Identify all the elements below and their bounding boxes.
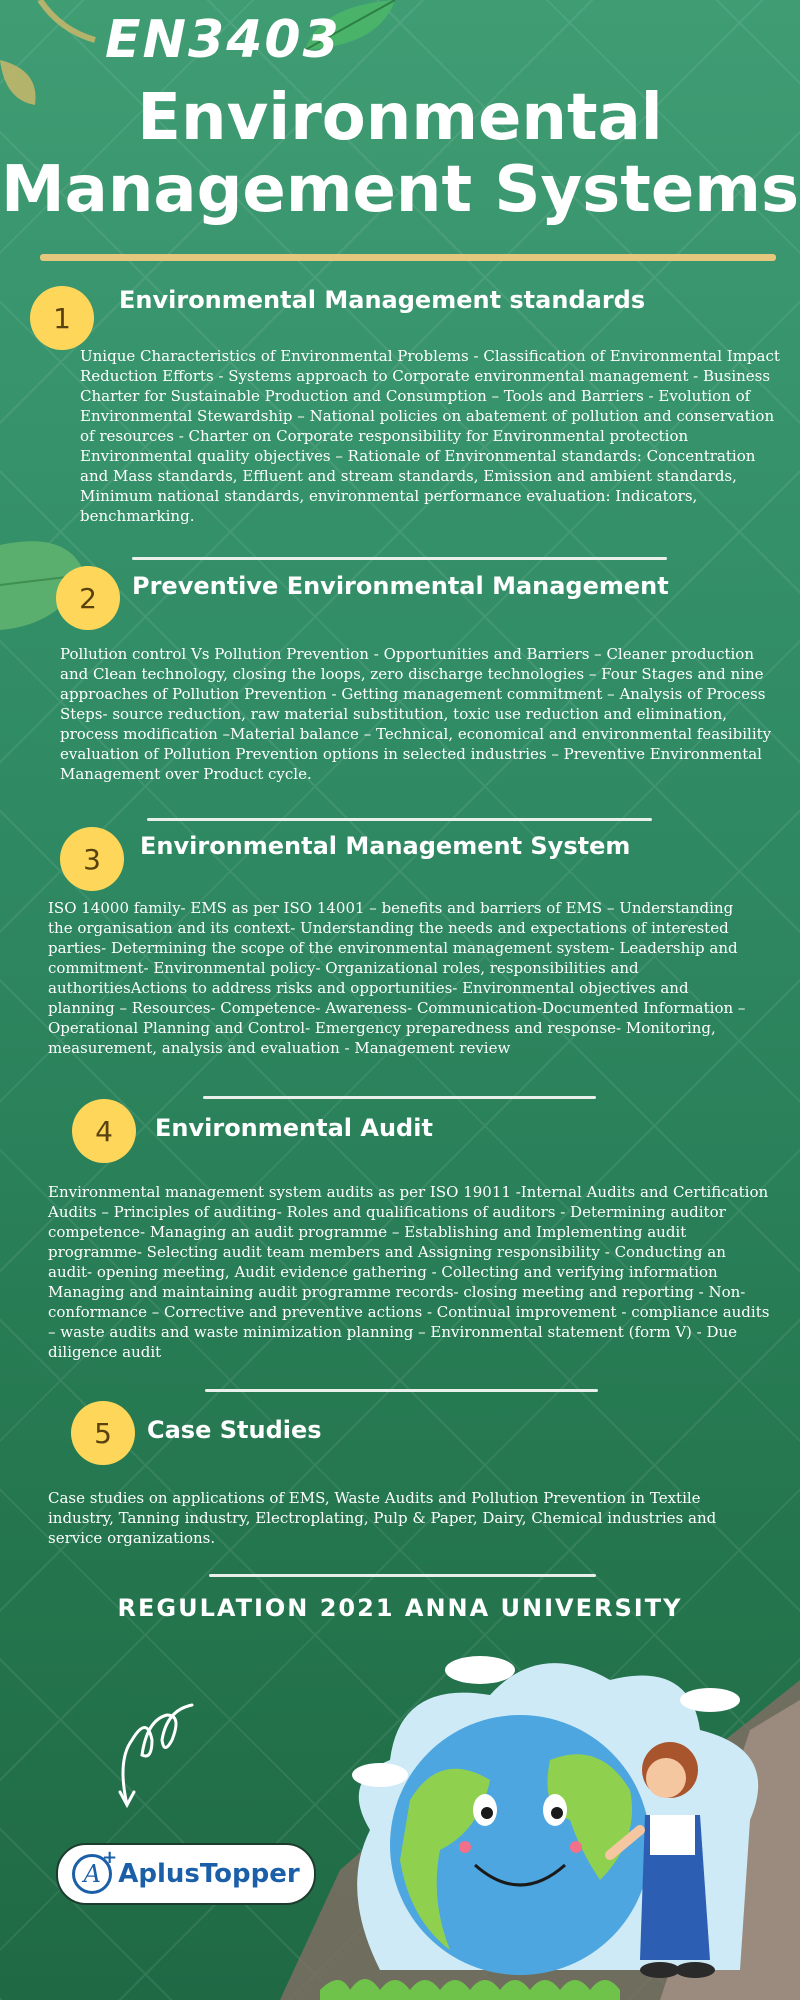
page-title [0,82,800,226]
section-divider [203,1096,596,1099]
arrow-doodle-icon [112,1700,202,1810]
section-number-badge: 2 [56,566,120,630]
regulation-caption: REGULATION 2021 ANNA UNIVERSITY [117,1594,683,1622]
section-body: Environmental management system audits as per ISO 19011 -Internal Audits and Certification Audits – Principles of auditing- Roles and qualifications of auditors - Determining auditor competence- Managing an audit programme – Establishing and Implementing audit programme- Selecting audit team members and Assigning responsibility - Conducting an audit- opening meeting, Audit evidence gathering - Collecting and verifying information Managing and maintaining audit programme records- closing meeting and reporting - Non-conformance – Corrective and preventive actions - Continual improvement - compliance audits – waste audits and waste minimization planning – Environmental statement (form V) - Due diligence audit [48,1183,770,1361]
section-heading: Case Studies [147,1416,322,1444]
aplustopper-logo[interactable] [56,1843,316,1905]
section-number-badge: 3 [60,827,124,891]
section-body: ISO 14000 family- EMS as per ISO 14001 – benefits and barriers of EMS – Understanding the organisation and its context- Understanding the needs and expectations of interested parties- Determining the scope of the environmental management system- Leadership and commitment- Environmental policy- Organizational roles, responsibilities and authoritiesActions to address risks and opportunities- Environmental objectives and planning – Resources- Competence- Awareness- Communication-Documented Information –Operational Planning and Control- Emergency preparedness and response- Monitoring, measurement, analysis and evaluation - Management review [48,899,746,1057]
section-body: Case studies on applications of EMS, Waste Audits and Pollution Prevention in Textile industry, Tanning industry, Electroplating, Pulp & Paper, Dairy, Chemical industries and service organizations. [48,1489,717,1547]
section-divider [205,1389,598,1392]
logo-mark-icon [72,1847,118,1894]
section-heading: Environmental Management standards [119,286,646,314]
section-number-badge: 4 [72,1099,136,1163]
title-underline [40,254,776,261]
section-divider [209,1574,596,1577]
title-line-2: Management Systems [0,153,800,227]
earth-illustration [280,1640,800,2000]
section-divider [147,818,652,821]
section-heading: Environmental Audit [155,1114,433,1142]
logo-mark-letter: A [83,1860,101,1888]
section-body: Unique Characteristics of Environmental Problems - Classification of Environmental Impact Reduction Efforts - Systems approach to Corporate environmental management - Business Charter for Sustainable Production and Consumption – Tools and Barriers - Evolution of Environmental Stewardship – National policies on abatement of pollution and conservation of resources - Charter on Corporate responsibility for Environmental protection Environmental quality objectives – Rationale of Environmental standards: Concentration and Mass standards, Effluent and stream standards, Emission and ambient standards, Minimum national standards, environmental performance evaluation: Indicators, benchmarking. [80,347,780,525]
section-number-badge: 5 [71,1401,135,1465]
section-heading: Preventive Environmental Management [132,572,669,600]
section-heading: Environmental Management System [140,832,631,860]
logo-plus: + [102,1847,118,1868]
course-code: EN3403 [105,10,341,70]
section-body: Pollution control Vs Pollution Prevention - Opportunities and Barriers – Cleaner production and Clean technology, closing the loops, zero discharge technologies – Four Stages and nine approaches of Pollution Prevention - Getting management commitment – Analysis of Process Steps- source reduction, raw material substitution, toxic use reduction and elimination, process modification –Material balance – Technical, economical and environmental feasibility evaluation of Pollution Prevention options in selected industries – Preventive Environmental Management over Product cycle. [60,645,772,783]
section-divider [132,557,667,560]
logo-text: AplusTopper [118,1859,300,1889]
section-number-badge: 1 [30,286,94,350]
title-line-1: Environmental [137,81,663,155]
